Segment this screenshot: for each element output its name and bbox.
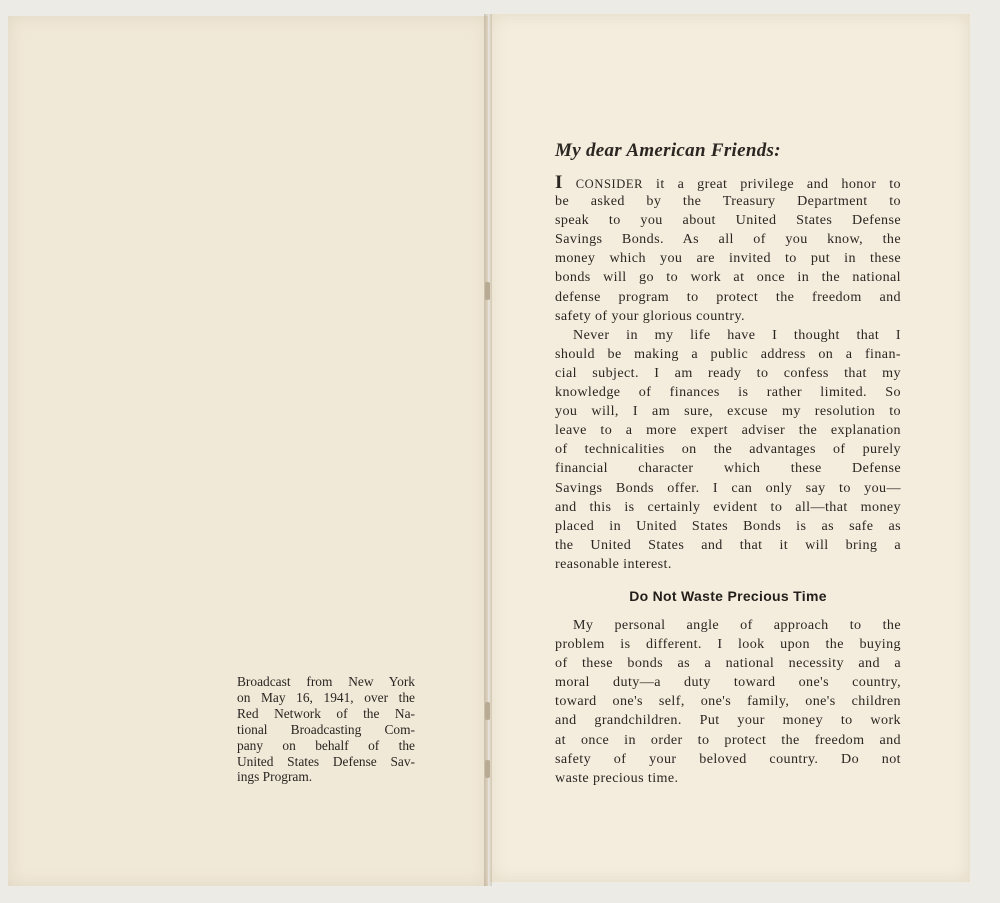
paragraph-line: should be making a public address on a finan- (555, 345, 901, 362)
paragraph-line: defense program to protect the freedom and (555, 288, 901, 305)
paragraph-line: My personal angle of approach to the (573, 616, 901, 633)
broadcast-caption (237, 674, 415, 785)
paragraph-line: bonds will go to work at once in the national (555, 269, 901, 286)
caption-line: pany on behalf of the (237, 737, 415, 753)
small-caps-word: CONSIDER (575, 177, 644, 191)
paragraph-line: the United States and that it will bring a (555, 536, 901, 553)
paragraph-line: Savings Bonds. As all of you know, the (555, 231, 901, 248)
staple (485, 760, 490, 778)
letter-body (555, 140, 901, 788)
section-subheading: Do Not Waste Precious Time (629, 587, 827, 604)
paragraph-line: speak to you about United States Defense (555, 212, 901, 229)
paragraph-line: and grandchildren. Put your money to work (555, 712, 901, 729)
caption-line: Red Network of the Na- (237, 705, 415, 721)
paragraph-line: leave to a more expert adviser the explanation (555, 422, 901, 439)
paragraph-line: Never in my life have I thought that I (573, 326, 901, 343)
drop-cap: I (555, 172, 563, 193)
paragraph-line: money which you are invited to put in these (555, 250, 901, 267)
paragraph-line: financial character which these Defense (555, 460, 901, 477)
caption-line: United States Defense Sav- (237, 753, 415, 769)
caption-line: on May 16, 1941, over the (237, 689, 415, 705)
paragraph-line: and this is certainly evident to all—that money (555, 498, 901, 515)
paragraph-line: cial subject. I am ready to confess that my (555, 364, 901, 381)
paragraph-line: of these bonds as a national necessity and a (555, 655, 901, 672)
paragraph-line: knowledge of finances is rather limited. So (555, 384, 901, 401)
paragraph-line: safety of your glorious country. (555, 307, 745, 324)
paragraph-line: moral duty—a duty toward one's country, (555, 674, 901, 691)
staple (485, 702, 490, 720)
paragraph-line: toward one's self, one's family, one's children (555, 693, 901, 710)
paragraph-line: be asked by the Treasury Department to (555, 193, 901, 210)
paragraph-line: Savings Bonds offer. I can only say to you— (555, 479, 901, 496)
caption-line: ings Program. (237, 769, 313, 785)
caption-line: Broadcast from New York (237, 674, 415, 689)
paragraph-1-first-line (555, 173, 901, 192)
paragraph-line: placed in United States Bonds is as safe as (555, 517, 901, 534)
paragraph-line: of technicalities on the advantages of purely (555, 441, 901, 458)
paragraph-line: you will, I am sure, excuse my resolution to (555, 403, 901, 420)
salutation: My dear American Friends: (555, 140, 781, 161)
first-line-text: it a great privilege and honor to (643, 176, 901, 192)
paragraph-line: reasonable interest. (555, 555, 672, 572)
paragraph-line: problem is different. I look upon the buying (555, 636, 901, 653)
paragraph-line: waste precious time. (555, 769, 679, 786)
binding-gutter (484, 14, 492, 886)
caption-line: tional Broadcasting Com- (237, 721, 415, 737)
paragraph-line: at once in order to protect the freedom and (555, 731, 901, 748)
staple (485, 282, 490, 300)
paragraph-line: safety of your beloved country. Do not (555, 750, 901, 767)
